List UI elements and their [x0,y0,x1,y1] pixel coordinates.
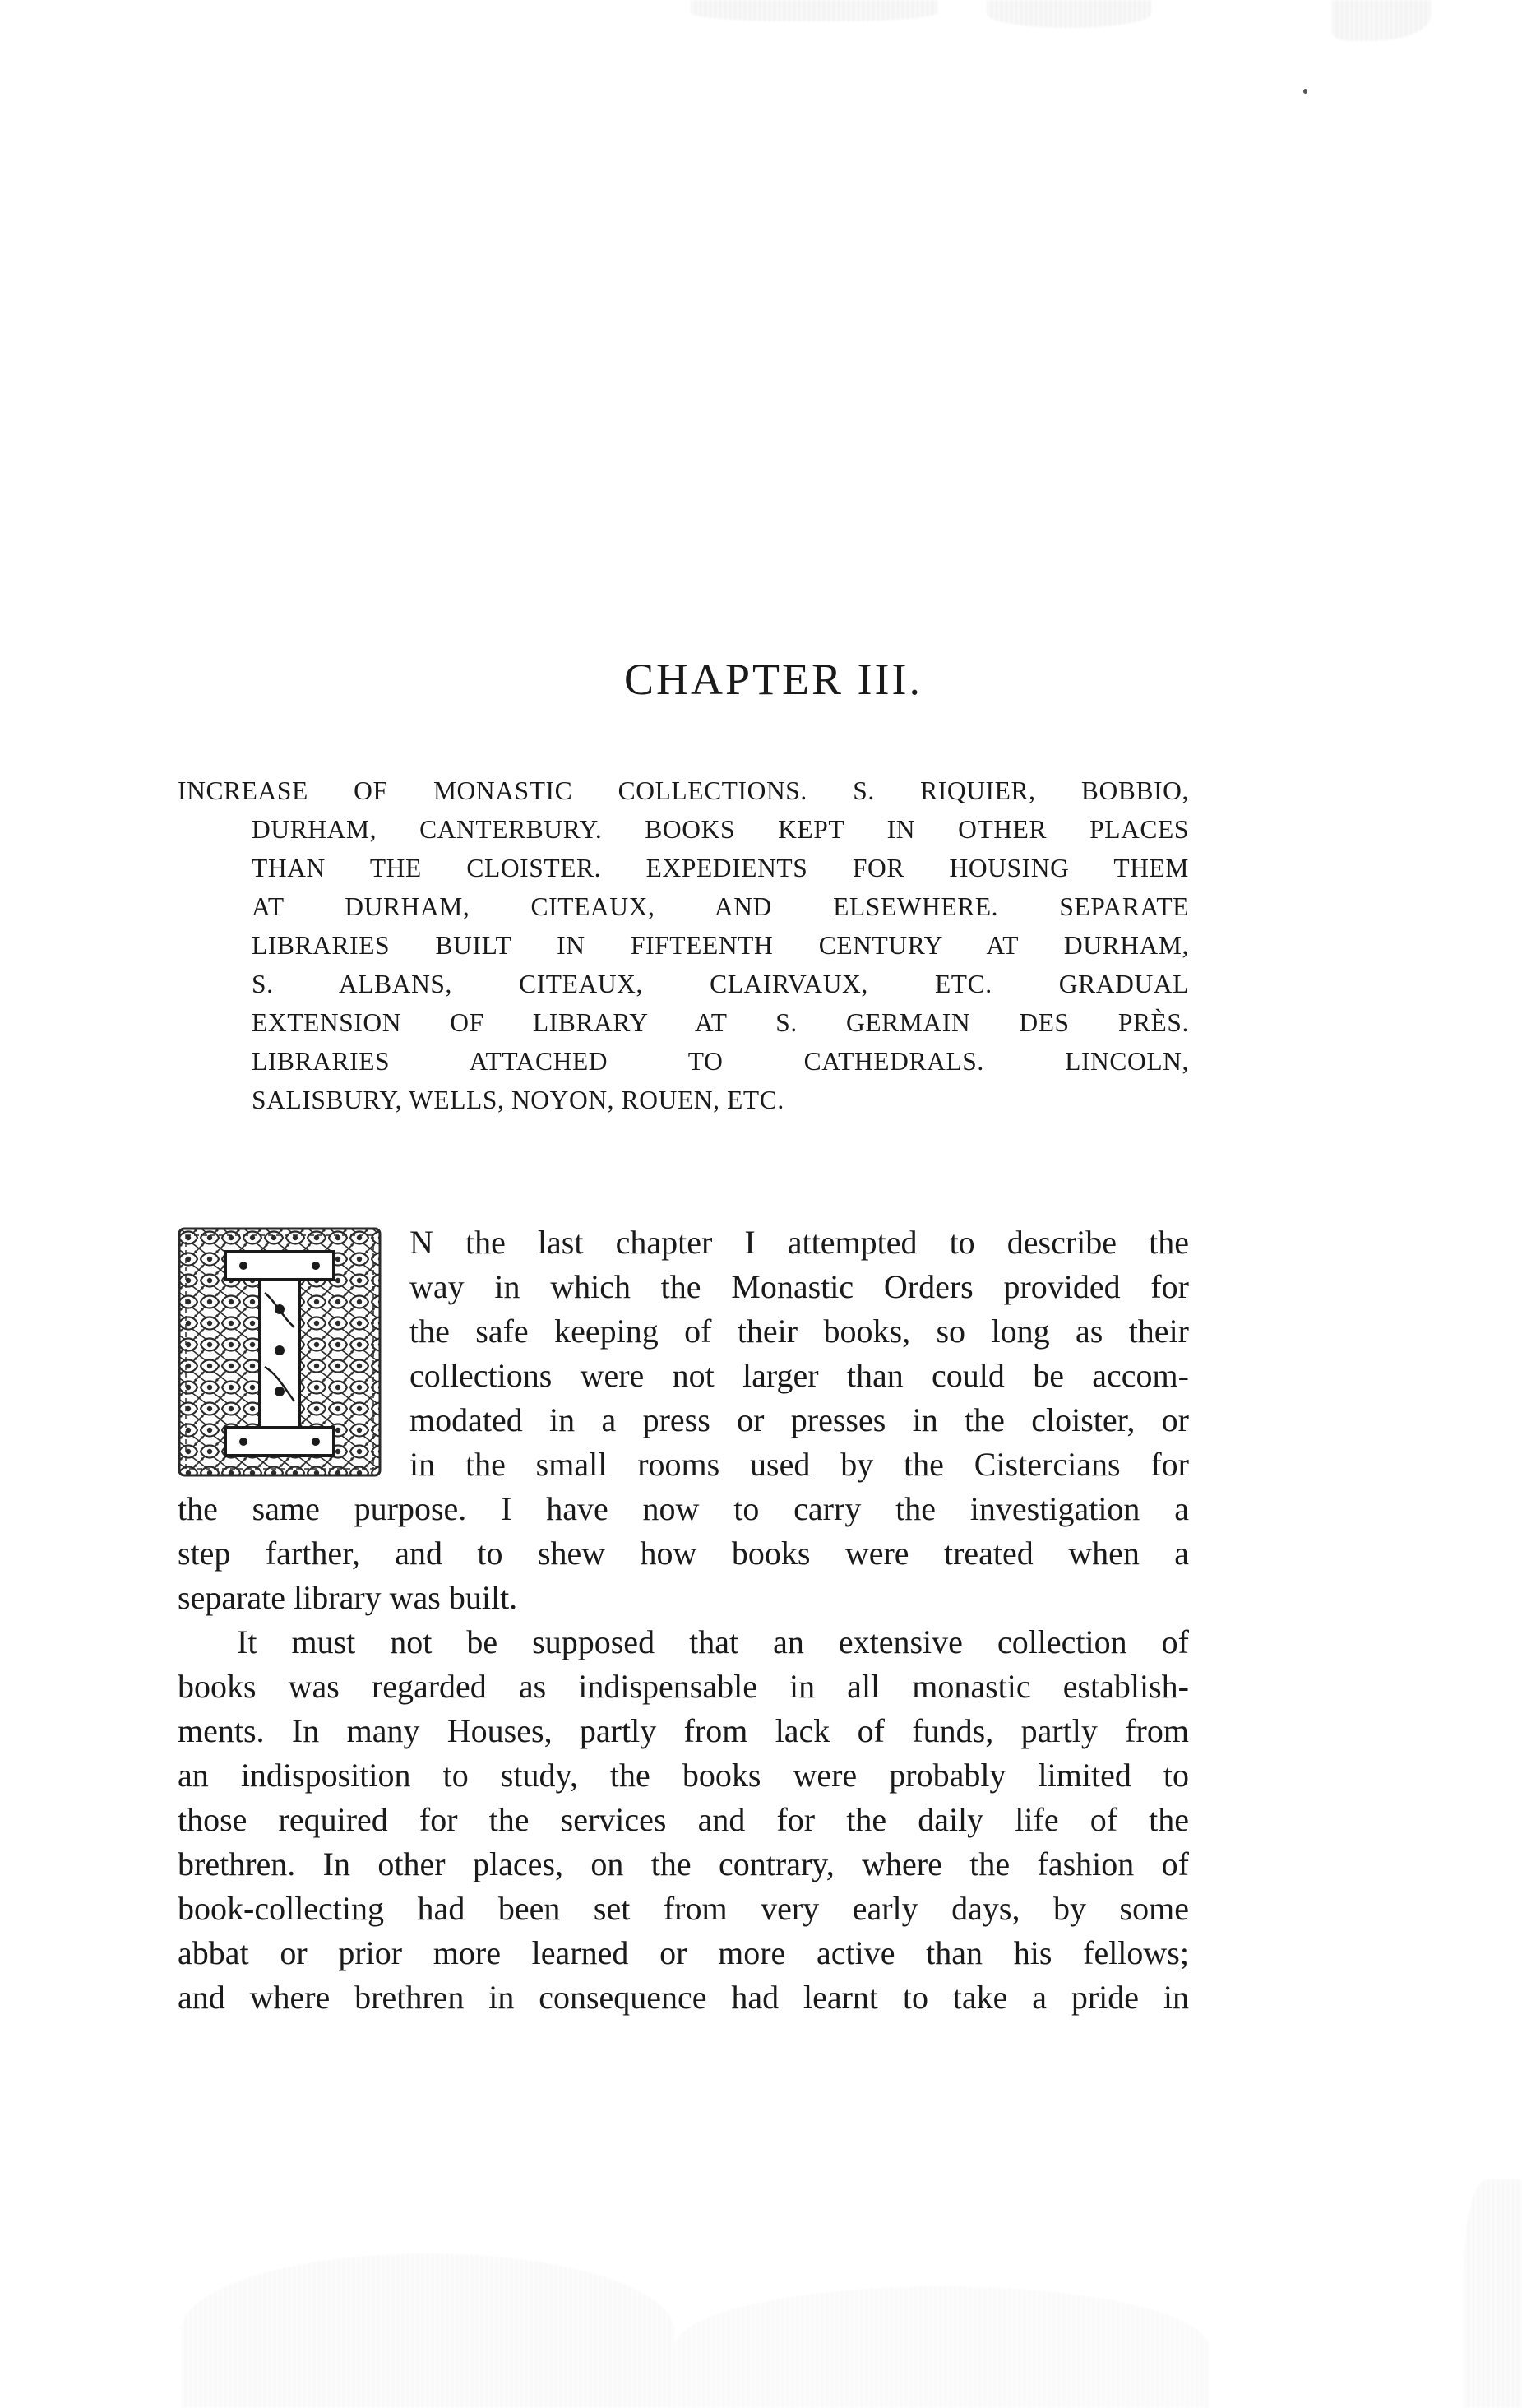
scan-smudge [181,2253,674,2408]
body-line: separate library was built. [178,1579,518,1616]
synopsis-line: THAN THE CLOISTER. EXPEDIENTS FOR HOUSING THEM [252,854,1189,882]
body-line: the safe keeping of their books, so long as their [409,1313,1189,1350]
chapter-title: CHAPTER III. [624,655,923,704]
chapter-synopsis [178,771,1189,1119]
ornamental-dropcap-i [178,1227,382,1477]
synopsis-line: LIBRARIES BUILT IN FIFTEENTH CENTURY AT DURHAM, [252,931,1189,960]
body-line: in the small rooms used by the Cistercians for [409,1446,1189,1483]
body-line: book-collecting had been set from very early days, by some [178,1890,1189,1927]
synopsis-line: AT DURHAM, CITEAUX, AND ELSEWHERE. SEPARATE [252,892,1189,921]
scan-speck [1303,89,1307,94]
body-line: way in which the Monastic Orders provided for [409,1268,1189,1305]
scan-smudge [691,0,937,21]
synopsis-line: S. ALBANS, CITEAUX, CLAIRVAUX, ETC. GRADUAL [252,970,1189,998]
body-line: modated in a press or presses in the cloister, or [409,1401,1189,1438]
scan-smudge [1332,0,1431,41]
scan-smudge [674,2286,1209,2408]
body-line: an indisposition to study, the books were probably limited to [178,1757,1189,1794]
synopsis-line: SALISBURY, WELLS, NOYON, ROUEN, ETC. [252,1086,784,1114]
body-line: books was regarded as indispensable in all monastic establish- [178,1668,1189,1705]
body-text [178,1220,1189,2020]
body-line: abbat or prior more learned or more active than his fellows; [178,1934,1189,1971]
body-line: those required for the services and for the daily life of the [178,1801,1189,1838]
scan-smudge [1464,2179,1522,2408]
body-line: brethren. In other places, on the contrary, where the fashion of [178,1845,1189,1882]
synopsis-line: EXTENSION OF LIBRARY AT S. GERMAIN DES PRÈS. [252,1008,1189,1037]
body-line: It must not be supposed that an extensive collection of [237,1623,1189,1660]
body-line: N the last chapter I attempted to describe the [409,1224,1189,1261]
body-line: and where brethren in consequence had learnt to take a pride in [178,1979,1189,2016]
body-line: collections were not larger than could be accom- [409,1357,1189,1394]
synopsis-line: DURHAM, CANTERBURY. BOOKS KEPT IN OTHER PLACES [252,815,1189,844]
scan-smudge [987,0,1151,28]
synopsis-line: LIBRARIES ATTACHED TO CATHEDRALS. LINCOLN, [252,1047,1189,1076]
body-line: step farther, and to shew how books were treated when a [178,1535,1189,1572]
body-line: the same purpose. I have now to carry the investigation a [178,1490,1189,1527]
synopsis-line: INCREASE OF MONASTIC COLLECTIONS. S. RIQUIER, BOBBIO, [178,776,1189,805]
body-line: ments. In many Houses, partly from lack of funds, partly from [178,1712,1189,1749]
